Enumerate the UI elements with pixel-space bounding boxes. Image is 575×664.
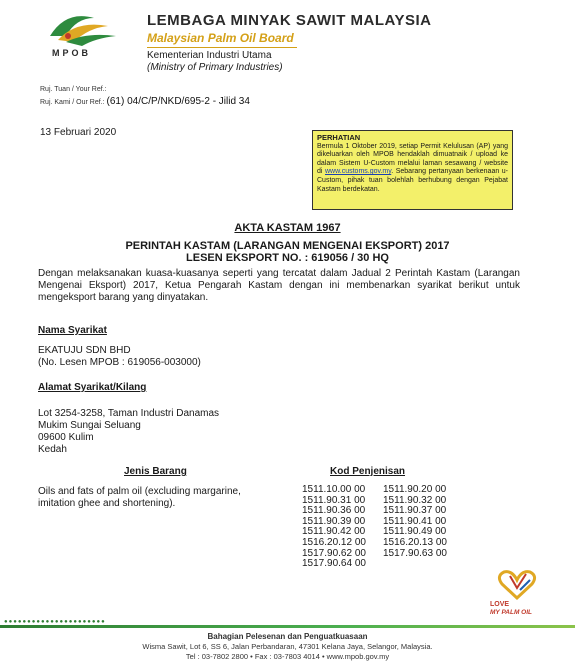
company-license: (No. Lesen MPOB : 619056-003000) [38, 357, 201, 368]
love-my-palm-oil-logo-icon [482, 566, 552, 622]
code-label: Kod Penjenisan [330, 466, 406, 477]
company-label: Nama Syarikat [38, 325, 107, 336]
your-ref-label: Ruj. Tuan / Your Ref.: [40, 86, 107, 93]
tariff-code: 1511.90.42 00 [302, 526, 366, 538]
tariff-code: 1517.90.64 00 [302, 558, 366, 570]
akta-title: AKTA KASTAM 1967 [234, 222, 341, 234]
tariff-code: 1511.90.31 00 [302, 494, 366, 506]
tariff-code-row [302, 485, 464, 496]
lesen-line: LESEN EKSPORT NO. : 619056 / 30 HQ [186, 252, 389, 264]
address-line: Lot 3254-3258, Taman Industri Danamas [38, 408, 220, 419]
tariff-code: 1511.90.37 00 [383, 505, 447, 517]
tariff-code: 1516.20.13 00 [383, 536, 447, 548]
address-line: 09600 Kulim [38, 432, 94, 443]
tariff-code-row [302, 538, 464, 549]
letter-date: 13 Februari 2020 [40, 127, 117, 138]
divider [147, 47, 297, 48]
our-ref [40, 96, 250, 107]
love-text: LOVE [490, 601, 510, 608]
ministry-name: Kementerian Industri Utama [147, 50, 272, 61]
notice-box [312, 130, 513, 210]
body-paragraph: Dengan melaksanakan kuasa-kuasanya seperti yang tercatat dalam Jadual 2 Perintah Kastam (Larangan Mengenai Eksport) 2017, Ketua Pengarah Kastam dengan ini membenarkan syarikat berikut untuk mengeksport barang yang dinyatakan. [38, 268, 520, 303]
notice-text-1: Bermula 1 Oktober 2019, setiap Permit Kelulusan (AP) yang dikeluarkan oleh MPOB hendaklah dimuatnaik / upload ke dalam Sistem U-Custom melalui laman sesawang / website di [317, 142, 508, 176]
ministry [147, 50, 283, 74]
footer-address: Wisma Sawit, Lot 6, SS 6, Jalan Perbandaran, 47301 Kelana Jaya, Selangor, Malaysia. [142, 642, 433, 651]
tariff-code: 1511.90.39 00 [302, 515, 366, 527]
our-ref-label: Ruj. Kami / Our Ref.: [40, 99, 105, 106]
ministry-name-en: (Ministry of Primary Industries) [147, 62, 283, 73]
perintah-line: PERINTAH KASTAM (LARANGAN MENGENAI EKSPORT) 2017 [125, 240, 450, 252]
customs-link[interactable]: www.customs.gov.my [324, 168, 392, 176]
tariff-code: 1517.90.62 00 [302, 547, 366, 559]
goods-desc-line: imitation ghee and shortening). [38, 498, 176, 509]
your-ref [40, 86, 107, 93]
tariff-code-list [302, 485, 464, 570]
tariff-code: 1511.90.20 00 [383, 484, 447, 495]
goods-desc-line: Oils and fats of palm oil (excluding margarine, [38, 486, 241, 497]
tariff-code: 1511.90.49 00 [383, 526, 447, 538]
our-ref-value: (61) 04/C/P/NKD/695-2 - Jilid 34 [106, 96, 250, 107]
tariff-code: 1511.90.32 00 [383, 494, 447, 506]
goods-description [38, 486, 241, 510]
tariff-code: 1511.10.00 00 [302, 484, 366, 495]
tariff-code: 1511.90.41 00 [383, 515, 447, 527]
address-block [38, 408, 219, 456]
tariff-code-row [302, 559, 464, 570]
footer-contact: Tel : 03-7802 2800 • Fax : 03-7803 4014 • www.mpob.gov.my [185, 652, 390, 661]
notice-title: PERHATIAN [317, 133, 361, 142]
address-label: Alamat Syarikat/Kilang [38, 382, 147, 393]
org-name: LEMBAGA MINYAK SAWIT MALAYSIA [147, 12, 432, 29]
address-line: Kedah [38, 444, 67, 455]
logo-text: MPOB [52, 48, 91, 58]
notice-text-2: . Sebarang pertanyaan berkenaan u-Custom, pihak tuan bolehlah berhubung dengan Pejabat Kastam berdekatan. [317, 168, 508, 193]
tariff-code: 1511.90.36 00 [302, 505, 366, 517]
company-name: EKATUJU SDN BHD [38, 345, 131, 356]
company-info [38, 345, 201, 369]
org-name-en: Malaysian Palm Oil Board [147, 31, 294, 45]
my-palm-oil-text: MY PALM OIL [490, 609, 533, 616]
address-line: Mukim Sungai Seluang [38, 420, 141, 431]
tariff-code: 1517.90.63 00 [383, 547, 447, 559]
footer-dept: Bahagian Pelesenan dan Penguatkuasaan [207, 632, 368, 641]
goods-label: Jenis Barang [124, 466, 187, 477]
perintah-title [0, 240, 575, 264]
footer-divider [0, 625, 575, 628]
footer-dots: ●●●●●●●●●●●●●●●●●●●●●● [4, 619, 106, 625]
tariff-code: 1516.20.12 00 [302, 536, 366, 548]
